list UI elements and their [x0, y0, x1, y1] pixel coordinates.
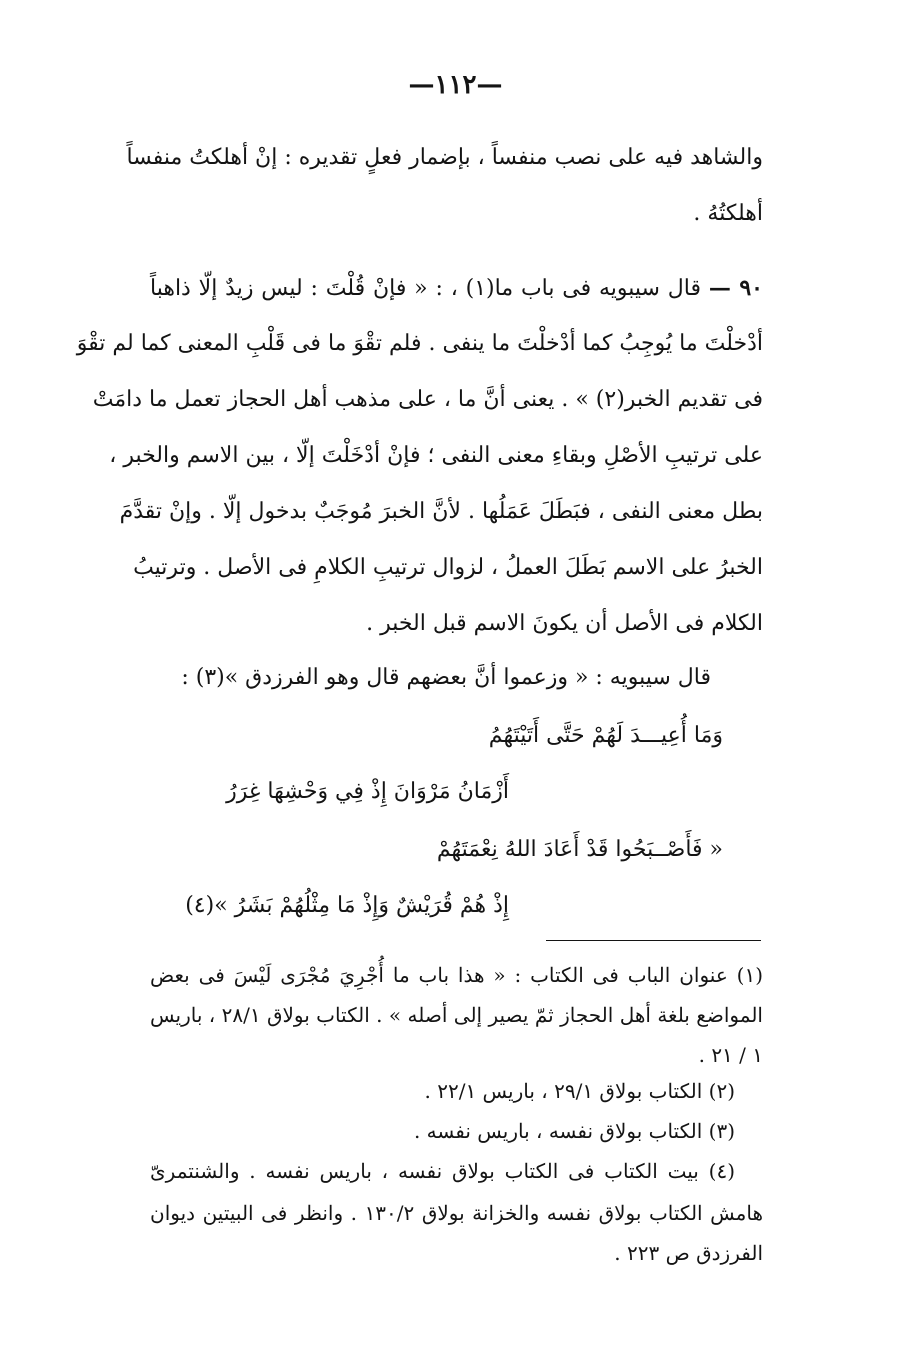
- verse-4: إِذْ هُمْ قُرَيْشٌ وَإِذْ مَا مِثْلُهُمْ بَشَرُ »(٤): [185, 893, 509, 918]
- footnote-divider: [546, 940, 761, 941]
- footnote-1-line-3: ١ / ٢١ .: [698, 1043, 763, 1067]
- paragraph-2-line-7: الكلام فى الأصل أن يكونَ الاسم قبل الخبر .: [366, 611, 763, 636]
- page-number: —١١٢—: [408, 70, 503, 100]
- paragraph-1-line-1: والشاهد فيه على نصب منفساً ، بإضمار فعلٍ تقديره : إنْ أهلكتُ منفساً: [126, 145, 763, 170]
- paragraph-2-line-3: فى تقديم الخبر(٢) » . يعنى أنَّ ما ، على مذهب أهل الحجاز تعمل ما دامَتْ: [92, 387, 763, 412]
- quote-intro: قال سيبويه : « وزعموا أنَّ بعضهم قال وهو الفرزدق »(٣) :: [181, 665, 711, 690]
- footnote-4-line-3: الفرزدق ص ٢٢٣ .: [614, 1241, 763, 1265]
- footnote-1-line-1: (١) عنوان الباب فى الكتاب : « هذا باب ما أُجْرِيَ مُجْرَى لَيْسَ فى بعض: [150, 963, 763, 987]
- footnote-4-line-2: هامش الكتاب بولاق نفسه والخزانة بولاق ١٣٠/٢ . وانظر فى البيتين ديوان: [150, 1201, 763, 1225]
- footnote-1-line-2: المواضع بلغة أهل الحجاز ثمّ يصير إلى أصله » . الكتاب بولاق ٢٨/١ ، باريس: [150, 1003, 763, 1027]
- paragraph-2-line-6: الخبرُ على الاسم بَطَلَ العملُ ، لزوال ترتيبِ الكلامِ فى الأصل . وترتيبُ: [133, 555, 763, 580]
- footnote-4-line-1: (٤) بيت الكتاب فى الكتاب بولاق نفسه ، باريس نفسه . والشنتمرىّ: [150, 1159, 735, 1183]
- paragraph-2-line-4: على ترتيبِ الأصْلِ وبقاءِ معنى النفى ؛ فإنْ أدْخَلْتَ إلّا ، بين الاسم والخبر ،: [109, 443, 763, 468]
- footnote-3: (٣) الكتاب بولاق نفسه ، باريس نفسه .: [413, 1119, 735, 1143]
- verse-3: « فَأَصْــبَحُوا قَدْ أَعَادَ اللهُ نِعْمَتَهُمْ: [436, 837, 723, 862]
- paragraph-2-line-1-text: قال سيبويه فى باب ما(١) ، : « فإنْ قُلْتَ : ليس زيدٌ إلّا ذاهباً: [150, 276, 702, 301]
- paragraph-2-line-5: بطل معنى النفى ، فبَطَلَ عَمَلُها . لأنَّ الخبرَ مُوجَبٌ بدخول إلّا . وإنْ تقدَّمَ: [119, 499, 763, 524]
- footnote-2: (٢) الكتاب بولاق ٢٩/١ ، باريس ٢٢/١ .: [424, 1079, 735, 1103]
- paragraph-2-line-2: أدْخلْتَ ما يُوجِبُ كما أدْخلْتَ ما ينفى . فلم تقْوَ ما فى قَلْبِ المعنى كما لم تقْوَ: [76, 331, 763, 356]
- verse-2: أَزْمَانُ مَرْوَانَ إِذْ فِي وَحْشِهَا غِرَرُ: [226, 779, 509, 804]
- section-number: ٩٠ —: [708, 275, 763, 301]
- verse-1: وَمَا أُعِيـــدَ لَهُمْ حَتَّى أَتَيْتَهُمُ: [488, 723, 723, 748]
- paragraph-1-line-2: أهلكتُهُ .: [693, 201, 763, 226]
- paragraph-2-line-1: [150, 270, 763, 307]
